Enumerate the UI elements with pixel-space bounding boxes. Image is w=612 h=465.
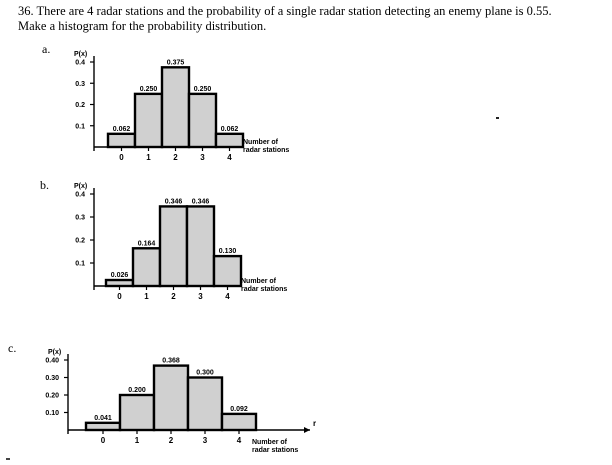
y-tick-label: 0.30 bbox=[45, 375, 59, 382]
y-axis-title: P(x) bbox=[48, 349, 62, 356]
bar-value-label: 0.300 bbox=[196, 369, 214, 377]
x-tick-label: 3 bbox=[202, 436, 208, 445]
y-tick-label: 0.4 bbox=[75, 59, 85, 67]
histogram-bar bbox=[86, 423, 120, 430]
bar-value-label: 0.164 bbox=[137, 240, 156, 248]
histogram-bar bbox=[162, 67, 189, 147]
histogram-bar bbox=[154, 366, 188, 430]
histogram-bar bbox=[187, 206, 214, 286]
question-text bbox=[18, 4, 608, 34]
histogram-bar bbox=[133, 248, 160, 286]
y-tick-label: 0.1 bbox=[75, 260, 85, 268]
x-axis-arrow bbox=[304, 427, 310, 433]
histogram-bar bbox=[188, 378, 222, 431]
histogram-bar bbox=[189, 94, 216, 147]
x-tick-label: 0 bbox=[119, 153, 124, 162]
stray-mark bbox=[6, 458, 10, 460]
x-tick-label: 2 bbox=[173, 153, 178, 162]
y-tick-label: 0.1 bbox=[75, 123, 85, 131]
histogram-c bbox=[28, 350, 328, 455]
x-tick-label: 2 bbox=[171, 292, 176, 301]
histogram-bar bbox=[106, 280, 133, 286]
x-axis-title-line2: radar stations bbox=[252, 447, 299, 454]
histogram-a bbox=[60, 50, 320, 172]
y-axis-title: P(x) bbox=[74, 183, 88, 190]
x-axis-title-line2: radar stations bbox=[241, 286, 288, 293]
y-tick-label: 0.40 bbox=[45, 357, 59, 365]
x-axis-title-line2: radar stations bbox=[243, 147, 290, 154]
option-a-label: a. bbox=[42, 42, 51, 56]
y-tick-label: 0.3 bbox=[75, 80, 85, 88]
histogram-bar bbox=[160, 206, 187, 286]
bar-value-label: 0.026 bbox=[110, 272, 129, 280]
y-tick-label: 0.20 bbox=[45, 392, 59, 400]
x-tick-label: 1 bbox=[144, 292, 149, 301]
x-tick-label: 1 bbox=[146, 153, 151, 162]
y-tick-label: 0.2 bbox=[75, 102, 85, 109]
question-line-1: 36. There are 4 radar stations and the probability of a single radar station detecting an enemy plane is 0.55. bbox=[18, 4, 552, 18]
histogram-bar bbox=[214, 256, 241, 286]
x-axis-title-line1: Number of bbox=[241, 278, 276, 285]
y-tick-label: 0.2 bbox=[75, 237, 85, 245]
bar-value-label: 0.346 bbox=[191, 198, 210, 206]
histogram-bar bbox=[135, 94, 162, 147]
x-tick-label: 4 bbox=[227, 153, 232, 162]
bar-value-label: 0.092 bbox=[230, 405, 248, 413]
x-tick-label: 3 bbox=[200, 153, 205, 162]
bar-value-label: 0.200 bbox=[128, 387, 146, 394]
x-tick-label: 0 bbox=[100, 436, 106, 445]
x-axis-title-line1: Number of bbox=[252, 439, 287, 446]
bar-value-label: 0.250 bbox=[193, 85, 212, 93]
bar-value-label: 0.368 bbox=[162, 357, 180, 365]
x-tick-label: 1 bbox=[134, 436, 140, 445]
bar-value-label: 0.041 bbox=[94, 414, 112, 422]
bar-value-label: 0.130 bbox=[218, 248, 237, 256]
bar-value-label: 0.250 bbox=[139, 85, 158, 93]
x-tick-label: 4 bbox=[225, 292, 230, 301]
histogram-bar bbox=[108, 134, 135, 147]
y-axis-title: P(x) bbox=[74, 51, 88, 58]
stray-dot bbox=[496, 117, 499, 119]
y-tick-label: 0.3 bbox=[75, 214, 85, 222]
x-tick-label: 4 bbox=[236, 436, 242, 445]
x-tick-label: 2 bbox=[168, 436, 174, 445]
y-tick-label: 0.10 bbox=[45, 410, 59, 417]
bar-value-label: 0.375 bbox=[166, 59, 185, 67]
bar-value-label: 0.346 bbox=[164, 198, 183, 206]
histogram-bar bbox=[216, 134, 243, 147]
bar-value-label: 0.062 bbox=[112, 125, 131, 133]
y-tick-label: 0.4 bbox=[75, 191, 85, 199]
x-tick-label: 3 bbox=[198, 292, 203, 301]
x-tick-label: 0 bbox=[117, 292, 122, 301]
bar-value-label: 0.062 bbox=[220, 125, 239, 133]
question-line-2: Make a histogram for the probability distribution. bbox=[18, 19, 267, 33]
option-c-label: c. bbox=[8, 341, 17, 355]
histogram-b bbox=[58, 180, 318, 310]
x-axis-variable: r bbox=[313, 419, 317, 428]
histogram-bar bbox=[222, 414, 256, 430]
histogram-bar bbox=[120, 395, 154, 430]
x-axis-title-line1: Number of bbox=[243, 139, 278, 146]
option-b-label: b. bbox=[40, 178, 49, 192]
